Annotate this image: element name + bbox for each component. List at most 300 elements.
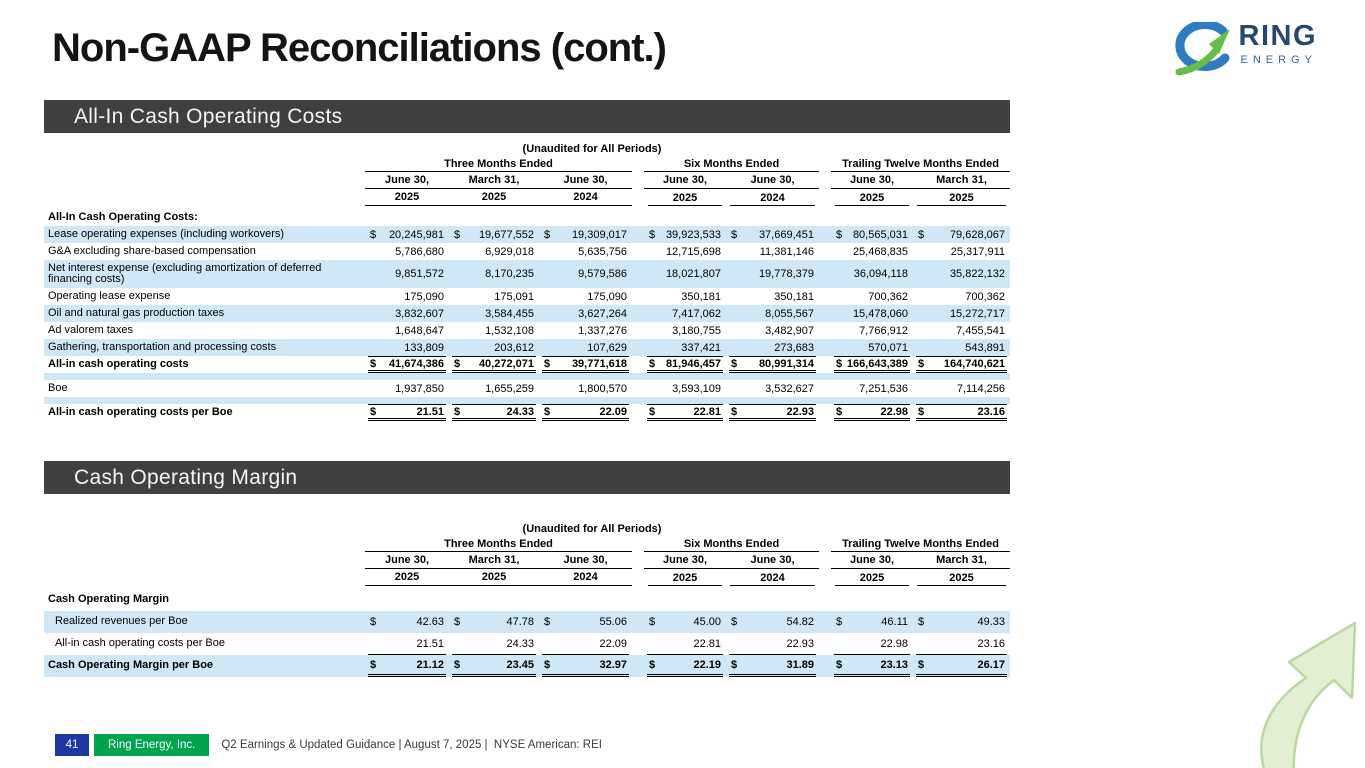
table-cell [365,380,449,397]
cell-value: 22.19 [693,658,721,671]
cell-value: 9,579,586 [578,268,627,280]
cell-value: 9,851,572 [395,268,444,280]
row-label: Oil and natural gas production taxes [48,306,225,319]
cell-value: 1,655,259 [485,382,534,395]
cell-value: 350,181 [774,290,814,303]
dollar-sign: $ [454,357,461,370]
table-cell [644,655,726,677]
cell-value: 22.93 [786,405,814,418]
table-cell [365,356,449,373]
cell-value: 80,991,314 [758,357,814,370]
dollar-sign: $ [836,357,843,370]
dollar-sign: $ [370,228,377,241]
cell-value: 1,937,850 [395,382,444,395]
column-year: 2025 [394,191,420,203]
cell-value: 46.11 [881,616,908,628]
cell-value: 23.45 [506,658,534,671]
table-cell [449,243,539,260]
table-cell [539,305,632,322]
cell-value: 42.63 [416,616,444,628]
table-cell [539,356,632,373]
section-header-all-in-cash-operating-costs [44,100,1010,133]
table-cell [365,305,449,322]
cell-value: 700,362 [868,290,908,303]
cell-value: 47.78 [506,616,534,628]
row-label: G&A excluding share-based compensation [48,244,256,257]
table-cell [644,380,726,397]
table-row [44,633,1010,655]
growth-arrow-graphic [1230,618,1365,768]
column-month: June 30, [563,174,608,186]
cell-value: 1,800,570 [578,382,627,395]
table-cell [365,322,449,339]
table-cell [726,339,819,356]
dollar-sign: $ [836,658,843,671]
cell-value: 7,251,536 [859,382,908,395]
cell-value: 25,468,835 [852,245,908,258]
cell-value: 1,337,276 [578,324,627,337]
table-row [44,404,1010,421]
table-cell [365,611,449,633]
table-cell [913,380,1010,397]
cell-value: 18,021,807 [665,268,721,280]
footer [55,734,602,756]
table-cell [726,356,819,373]
table-cell [449,611,539,633]
logo-subtitle: ENERGY [1240,54,1317,66]
column-year: 2025 [917,570,1006,586]
cell-value: 175,090 [587,290,627,303]
cell-value: 19,677,552 [478,228,534,241]
table-cell [539,380,632,397]
page-title: Non-GAAP Reconciliations (cont.) [52,26,666,70]
cell-value: 21.12 [416,658,444,671]
cell-value: 133,809 [404,341,444,354]
cell-value: 8,055,567 [765,307,814,320]
dollar-sign: $ [731,616,738,628]
table-cell [831,356,913,373]
cell-value: 7,417,062 [672,307,721,320]
table-cell [539,243,632,260]
table-cell [539,288,632,305]
table-cell [539,226,632,243]
table-row [44,209,1010,226]
table-cell [449,339,539,356]
row-label: Lease operating expenses (including workovers) [48,227,285,240]
cell-value: 21.51 [416,637,444,650]
row-label: Boe [48,381,68,394]
table-cell [831,404,913,421]
cell-value: 3,532,627 [765,382,814,395]
column-month: June 30, [384,174,430,186]
cell-value: 15,272,717 [949,307,1005,320]
dollar-sign: $ [454,616,461,628]
table-cell [449,655,539,677]
spacer-row [44,373,1010,380]
table-row [44,356,1010,373]
cell-value: 11,381,146 [759,245,814,258]
dollar-sign: $ [544,658,551,671]
table-cell [449,288,539,305]
table-cell [644,611,726,633]
table-cell [726,322,819,339]
table-row [44,305,1010,322]
cell-value: 25,317,911 [950,245,1005,258]
table-cell [913,226,1010,243]
table-cell [449,305,539,322]
cell-value: 3,832,607 [395,307,444,320]
table-cell [644,633,726,655]
table-cell [449,322,539,339]
cell-value: 40,272,071 [478,357,534,370]
table-cell [449,356,539,373]
column-year: 2025 [394,571,420,583]
column-year: 2024 [730,570,815,586]
column-month: June 30, [563,554,608,566]
cell-value: 49.33 [977,616,1005,628]
table-cell [831,611,913,633]
cell-value: 20,245,981 [388,228,444,241]
cell-value: 107,629 [587,341,627,354]
table-row [44,380,1010,397]
column-year: 2025 [648,190,722,206]
dollar-sign: $ [731,658,738,671]
table-cell [539,404,632,421]
table-cell [644,339,726,356]
cell-value: 3,593,109 [672,382,721,395]
cell-value: 37,669,451 [758,228,814,241]
row-label: Gathering, transportation and processing costs [48,340,277,353]
dollar-sign: $ [836,405,843,418]
cell-value: 166,643,389 [846,357,908,370]
table-cell [831,380,913,397]
table-cell [539,633,632,655]
dollar-sign: $ [649,405,656,418]
table-cell [831,243,913,260]
cash-operating-margin-table [44,521,1010,677]
table-cell [449,226,539,243]
dollar-sign: $ [544,228,551,241]
table-cell [365,243,449,260]
table-cell [913,655,1010,677]
cell-value: 3,627,264 [578,307,627,320]
dollar-sign: $ [370,357,377,370]
cell-value: 24.33 [506,637,534,650]
table-cell [644,356,726,373]
dollar-sign: $ [370,616,377,628]
dollar-sign: $ [544,405,551,418]
table-cell [539,611,632,633]
cell-value: 22.09 [599,637,627,650]
table-cell [449,633,539,655]
cell-value: 3,482,907 [765,324,814,337]
column-year: 2025 [917,190,1006,206]
table-row [44,260,1010,288]
dollar-sign: $ [731,228,738,241]
column-month: June 30, [849,174,895,186]
dollar-sign: $ [649,228,656,241]
cell-value: 21.51 [416,405,444,418]
cell-value: 22.81 [693,405,721,418]
table-cell [831,260,913,288]
cell-value: 31.89 [786,658,814,671]
table-row [44,339,1010,356]
table-header [44,141,1010,206]
cell-value: 570,071 [868,341,908,354]
period-group-label: Three Months Ended [365,537,632,552]
section-title: All-In Cash Operating Costs [74,105,343,128]
dollar-sign: $ [731,405,738,418]
column-year: 2025 [835,570,909,586]
cell-value: 35,822,132 [949,268,1005,280]
table-cell [365,404,449,421]
dollar-sign: $ [918,405,925,418]
unaudited-note: (Unaudited for All Periods) [522,523,662,535]
cell-value: 79,628,067 [949,228,1005,241]
cell-value: 175,091 [494,290,534,303]
cell-value: 3,180,755 [672,324,721,337]
cell-value: 36,094,118 [853,268,908,280]
table-cell [365,633,449,655]
table-row [44,243,1010,260]
cell-value: 175,090 [404,290,444,303]
column-month: June 30, [849,554,895,566]
logo-wordmark: RING [1238,20,1317,52]
table-cell [913,243,1010,260]
cell-value: 203,612 [494,341,534,354]
row-label: Realized revenues per Boe [55,615,188,628]
cell-value: 5,786,680 [395,245,444,258]
cell-value: 12,715,698 [665,245,721,258]
row-label: Cash Operating Margin per Boe [48,659,214,672]
cell-value: 3,584,455 [485,307,534,320]
table-cell [365,655,449,677]
table-cell [539,655,632,677]
table-cell [726,305,819,322]
row-label: All-in cash operating costs per Boe [48,405,233,418]
table-cell [913,404,1010,421]
cell-value: 80,565,031 [852,228,908,241]
dollar-sign: $ [918,357,925,370]
table-row [44,589,1010,611]
cell-value: 81,946,457 [665,357,721,370]
table-cell [913,611,1010,633]
cell-value: 8,170,235 [485,268,534,280]
section-title: Cash Operating Margin [74,466,298,489]
dollar-sign: $ [454,658,461,671]
cell-value: 350,181 [681,290,721,303]
period-group-label: Trailing Twelve Months Ended [831,537,1010,552]
row-heading: All-In Cash Operating Costs: [48,210,198,223]
period-group-label: Six Months Ended [644,537,819,552]
page-number-badge: 41 [55,734,89,756]
table-row [44,226,1010,243]
dollar-sign: $ [649,616,656,628]
cell-value: 22.09 [599,405,627,418]
column-year: 2024 [573,191,598,203]
table-cell [831,305,913,322]
table-cell [831,655,913,677]
table-cell [644,288,726,305]
column-month: June 30, [384,554,430,566]
column-month: June 30, [662,174,708,186]
table-header [44,521,1010,586]
column-month: March 31, [468,554,520,566]
column-year: 2024 [730,190,815,206]
table-cell [726,633,819,655]
table-cell [726,260,819,288]
table-cell [726,380,819,397]
table-cell [913,288,1010,305]
cell-value: 7,114,256 [956,382,1005,395]
dollar-sign: $ [544,357,551,370]
cell-value: 22.98 [880,405,908,418]
cell-value: 39,771,618 [571,357,627,370]
table-cell [365,226,449,243]
row-label: Net interest expense (excluding amortization of deferred financing costs) [48,261,322,285]
cell-value: 273,683 [774,341,814,354]
column-year: 2025 [481,191,507,203]
column-year: 2025 [481,571,507,583]
dollar-sign: $ [649,357,656,370]
table-cell [644,404,726,421]
table-cell [831,322,913,339]
table-cell [726,404,819,421]
table-cell [365,339,449,356]
dollar-sign: $ [731,357,738,370]
column-month: March 31, [936,554,987,566]
cell-value: 32.97 [599,658,627,671]
period-group-label: Trailing Twelve Months Ended [831,157,1010,172]
period-group-label: Six Months Ended [644,157,819,172]
table-cell [644,260,726,288]
table-cell [644,322,726,339]
table-cell [831,288,913,305]
table-cell [539,322,632,339]
cell-value: 1,532,108 [485,324,534,337]
table-cell [365,288,449,305]
section-header-cash-operating-margin [44,461,1010,494]
cell-value: 23.16 [977,405,1005,418]
cell-value: 700,362 [965,290,1005,303]
cell-value: 39,923,533 [665,228,721,241]
column-year: 2024 [573,571,598,583]
cell-value: 45.00 [693,616,721,628]
table-cell [913,633,1010,655]
ring-energy-logo [1171,22,1318,78]
footer-caption: Q2 Earnings & Updated Guidance | August 7, 2025 | NYSE American: REI [221,739,602,751]
cell-value: 54.82 [786,616,814,628]
table-cell [539,260,632,288]
all-in-cash-operating-costs-table [44,141,1010,421]
table-cell [913,322,1010,339]
cell-value: 15,478,060 [852,307,908,320]
cell-value: 26.17 [977,658,1005,671]
table-cell [913,339,1010,356]
cell-value: 23.16 [977,637,1005,650]
dollar-sign: $ [370,405,377,418]
column-month: June 30, [750,554,795,566]
column-month: March 31, [468,174,520,186]
dollar-sign: $ [454,228,461,241]
dollar-sign: $ [544,616,551,628]
table-cell [539,339,632,356]
table-cell [726,243,819,260]
cell-value: 22.93 [786,637,814,650]
ring-logo-icon [1171,22,1235,78]
table-row [44,611,1010,633]
column-year: 2025 [835,190,909,206]
table-cell [831,633,913,655]
dollar-sign: $ [370,658,377,671]
table-cell [831,226,913,243]
column-month: June 30, [662,554,708,566]
table-cell [726,226,819,243]
dollar-sign: $ [836,228,843,241]
dollar-sign: $ [454,405,461,418]
column-month: June 30, [750,174,795,186]
dollar-sign: $ [918,616,925,628]
table-cell [449,404,539,421]
table-row [44,322,1010,339]
table-cell [365,260,449,288]
table-cell [913,260,1010,288]
cell-value: 7,766,912 [859,324,908,337]
dollar-sign: $ [649,658,656,671]
row-label: Operating lease expense [48,289,171,302]
table-row [44,288,1010,305]
cell-value: 41,674,386 [388,357,444,370]
row-label: All-in cash operating costs [48,357,189,370]
cell-value: 6,929,018 [485,245,534,258]
dollar-sign: $ [836,616,843,628]
row-label: All-in cash operating costs per Boe [55,637,225,650]
table-cell [449,380,539,397]
period-group-label: Three Months Ended [365,157,632,172]
logo-text [1239,22,1318,66]
column-month: March 31, [936,174,987,186]
table-cell [726,288,819,305]
cell-value: 24.33 [506,405,534,418]
table-cell [449,260,539,288]
cell-value: 1,648,647 [395,324,444,337]
table-cell [726,655,819,677]
table-cell [644,243,726,260]
company-badge: Ring Energy, Inc. [94,734,209,756]
table-cell [726,611,819,633]
table-row [44,655,1010,677]
cell-value: 19,309,017 [571,228,627,241]
cell-value: 55.06 [599,616,627,628]
table-cell [644,226,726,243]
cell-value: 164,740,621 [943,357,1005,370]
cell-value: 22.81 [693,637,721,650]
cell-value: 7,455,541 [956,324,1005,337]
table-cell [913,305,1010,322]
row-heading: Cash Operating Margin [48,593,170,606]
unaudited-note: (Unaudited for All Periods) [522,143,662,155]
dollar-sign: $ [918,658,925,671]
cell-value: 22.98 [880,637,908,650]
cell-value: 5,635,756 [578,245,627,258]
spacer-row [44,397,1010,404]
table-cell [913,356,1010,373]
row-label: Ad valorem taxes [48,323,133,336]
table-cell [644,305,726,322]
cell-value: 23.13 [880,658,908,671]
cell-value: 543,891 [965,341,1005,354]
column-year: 2025 [648,570,722,586]
